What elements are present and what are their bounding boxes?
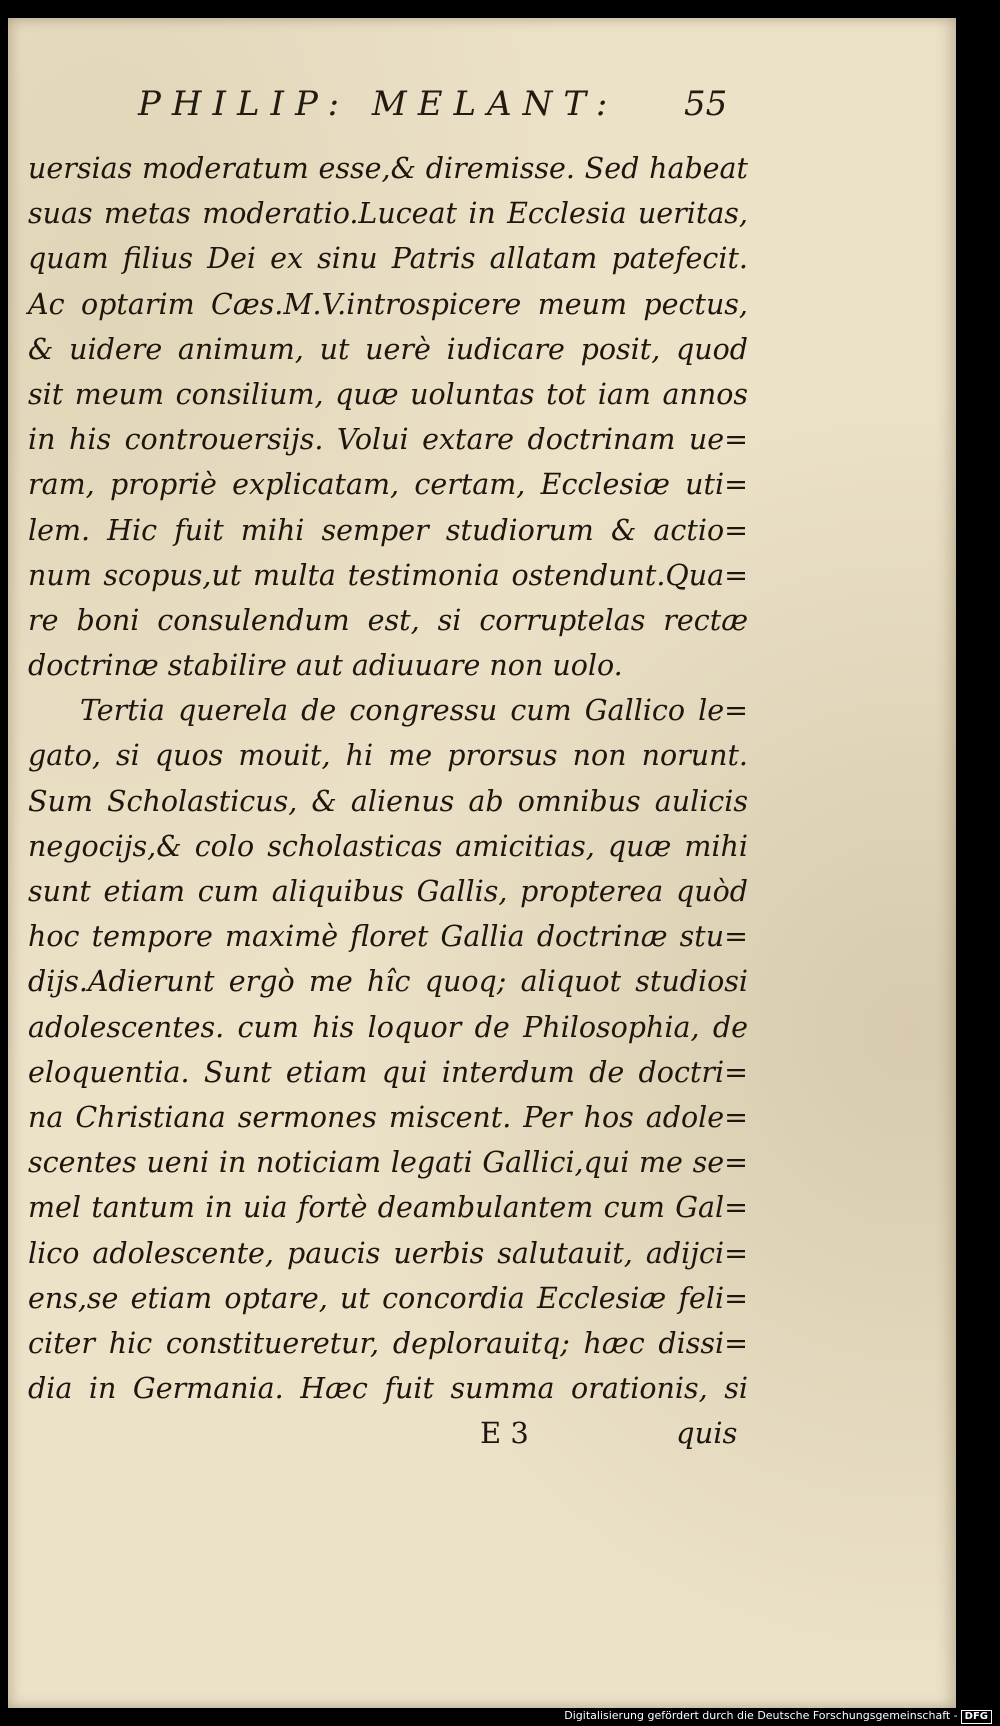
text-line: na Christiana sermones miscent. Per hos adole=	[28, 1100, 748, 1134]
signature-mark: E 3	[480, 1416, 529, 1450]
text-line: gato, si quos mouit, hi me prorsus non norunt.	[28, 739, 748, 773]
text-line: uersias moderatum esse,& diremisse. Sed habeat	[28, 152, 748, 185]
text-line: ram, propriè explicatam, certam, Ecclesiæ uti=	[28, 468, 748, 502]
catchword: quis	[676, 1416, 738, 1450]
body-text	[28, 146, 748, 1411]
dfg-logo-badge: DFG	[961, 1710, 992, 1724]
text-line: Sum Scholasticus, & alienus ab omnibus aulicis	[28, 784, 748, 818]
text-line: dia in Germania. Hæc fuit summa orationis, si	[28, 1372, 748, 1406]
text-line: suas metas moderatio.Luceat in Ecclesia ueritas,	[28, 197, 748, 231]
text-line: lem. Hic fuit mihi semper studiorum & actio=	[28, 513, 748, 547]
text-line: num scopus,ut multa testimonia ostendunt.Qua=	[28, 558, 748, 592]
text-line: ens,se etiam optare, ut concordia Ecclesiæ feli=	[28, 1281, 748, 1315]
text-line: adolescentes. cum his loquor de Philosophia, de	[28, 1010, 748, 1044]
text-line: scentes ueni in noticiam legati Gallici,qui me se=	[28, 1146, 748, 1180]
running-head: PHILIP: MELANT:	[138, 84, 619, 124]
text-line: negocijs,& colo scholasticas amicitias, quæ mihi	[28, 829, 748, 863]
book-page	[8, 18, 956, 1708]
text-line: & uidere animum, ut uerè iudicare posit, quod	[28, 332, 748, 366]
text-line: hoc tempore maximè floret Gallia doctrinæ stu=	[28, 920, 748, 954]
text-line: lico adolescente, paucis uerbis salutauit, adijci=	[28, 1236, 748, 1270]
text-line: Ac optarim Cæs.M.V.introspicere meum pectus,	[28, 287, 748, 321]
digitization-credit	[564, 1709, 992, 1724]
paragraph-start-line: Tertia querela de congressu cum Gallico le=	[80, 694, 748, 728]
text-line: in his controuersijs. Volui extare doctrinam ue=	[28, 423, 748, 457]
text-line: re boni consulendum est, si corruptelas rectæ	[28, 603, 748, 637]
text-line: mel tantum in uia fortè deambulantem cum Gal=	[28, 1191, 748, 1225]
text-line: dijs.Adierunt ergò me hîc quoq; aliquot studiosi	[28, 965, 748, 999]
text-line: eloquentia. Sunt etiam qui interdum de doctri=	[28, 1055, 748, 1089]
text-line: citer hic constitueretur, deplorauitq; hæc dissi=	[28, 1326, 748, 1360]
text-line: sit meum consilium, quæ uoluntas tot iam annos	[28, 377, 748, 411]
text-line: sunt etiam cum aliquibus Gallis, propterea quòd	[28, 875, 748, 908]
page-number: 55	[684, 84, 728, 124]
credit-text: Digitalisierung gefördert durch die Deutsche Forschungsgemeinschaft -	[564, 1709, 958, 1722]
text-line: quam filius Dei ex sinu Patris allatam patefecit.	[28, 242, 748, 276]
text-line: doctrinæ stabilire aut adiuuare non uolo.	[28, 649, 623, 683]
